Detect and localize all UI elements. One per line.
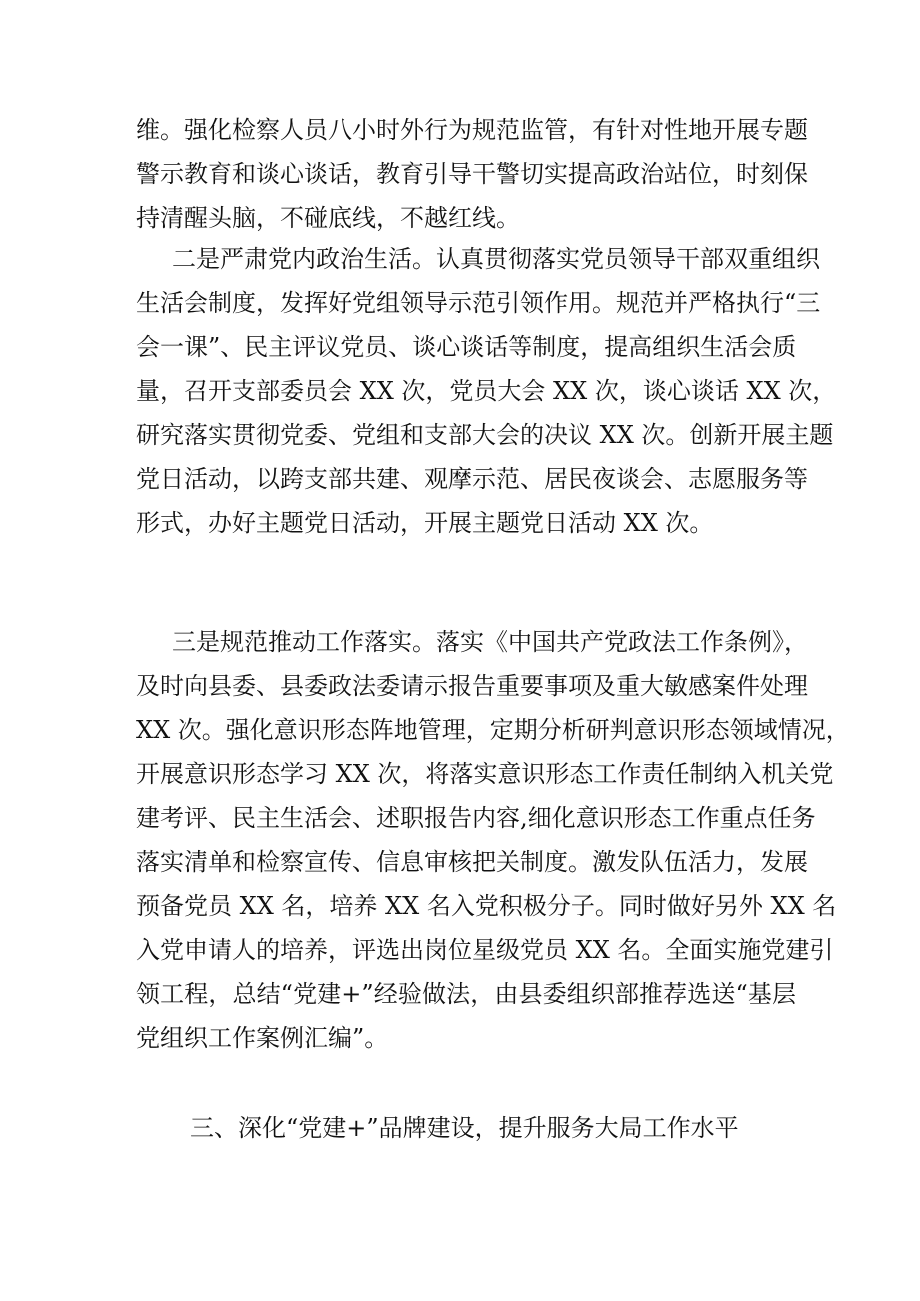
text-line: 维。强化检察人员八小时外行为规范监管，有针对性地开展专题: [136, 116, 808, 144]
text-line: 入党申请人的培养，评选出岗位星级党员 XX 名。全面实施党建引: [136, 936, 834, 964]
text-line: 研究落实贯彻党委、党组和支部大会的决议 XX 次。创新开展主题: [136, 421, 834, 449]
text-line: 党日活动，以跨支部共建、观摩示范、居民夜谈会、志愿服务等: [136, 465, 808, 493]
text-line: 建考评、民主生活会、述职报告内容,细化意识形态工作重点任务: [136, 804, 816, 832]
section-heading: 三、深化“党建+”品牌建设，提升服务大局工作水平: [190, 1114, 739, 1142]
paragraph-work-implementation: [136, 620, 850, 1060]
paragraph-political-life: [136, 237, 837, 545]
text-line: 领工程，总结“党建+”经验做法，由县委组织部推荐选送“基层: [136, 980, 796, 1008]
text-line: 会一课”、民主评议党员、谈心谈话等制度，提高组织生活会质: [136, 333, 797, 361]
text-line: XX 次。强化意识形态阵地管理，定期分析研判意识形态领域情况，: [136, 716, 850, 744]
text-line: 预备党员 XX 名，培养 XX 名入党积极分子。同时做好另外 XX 名: [136, 892, 837, 920]
text-line: 量，召开支部委员会 XX 次，党员大会 XX 次，谈心谈话 XX 次，: [136, 377, 837, 405]
text-line: 生活会制度，发挥好党组领导示范引领作用。规范并严格执行“三: [136, 289, 821, 317]
text-line: 及时向县委、县委政法委请示报告重要事项及重大敏感案件处理: [136, 672, 808, 700]
text-line: 落实清单和检察宣传、信息审核把关制度。激发队伍活力，发展: [136, 848, 808, 876]
text-line: 三是规范推动工作落实。落实《中国共产党政法工作条例》，: [172, 628, 808, 656]
text-line: 开展意识形态学习 XX 次，将落实意识形态工作责任制纳入机关党: [136, 760, 834, 788]
text-line: 形式，办好主题党日活动，开展主题党日活动 XX 次。: [136, 509, 714, 537]
text-line: 警示教育和谈心谈话，教育引导干警切实提高政治站位，时刻保: [136, 160, 808, 188]
text-line: 二是严肃党内政治生活。认真贯彻落实党员领导干部双重组织: [172, 245, 820, 273]
paragraph-continuation: [136, 108, 808, 240]
text-line: 持清醒头脑，不碰底线，不越红线。: [136, 204, 520, 232]
text-line: 党组织工作案例汇编”。: [136, 1024, 389, 1052]
